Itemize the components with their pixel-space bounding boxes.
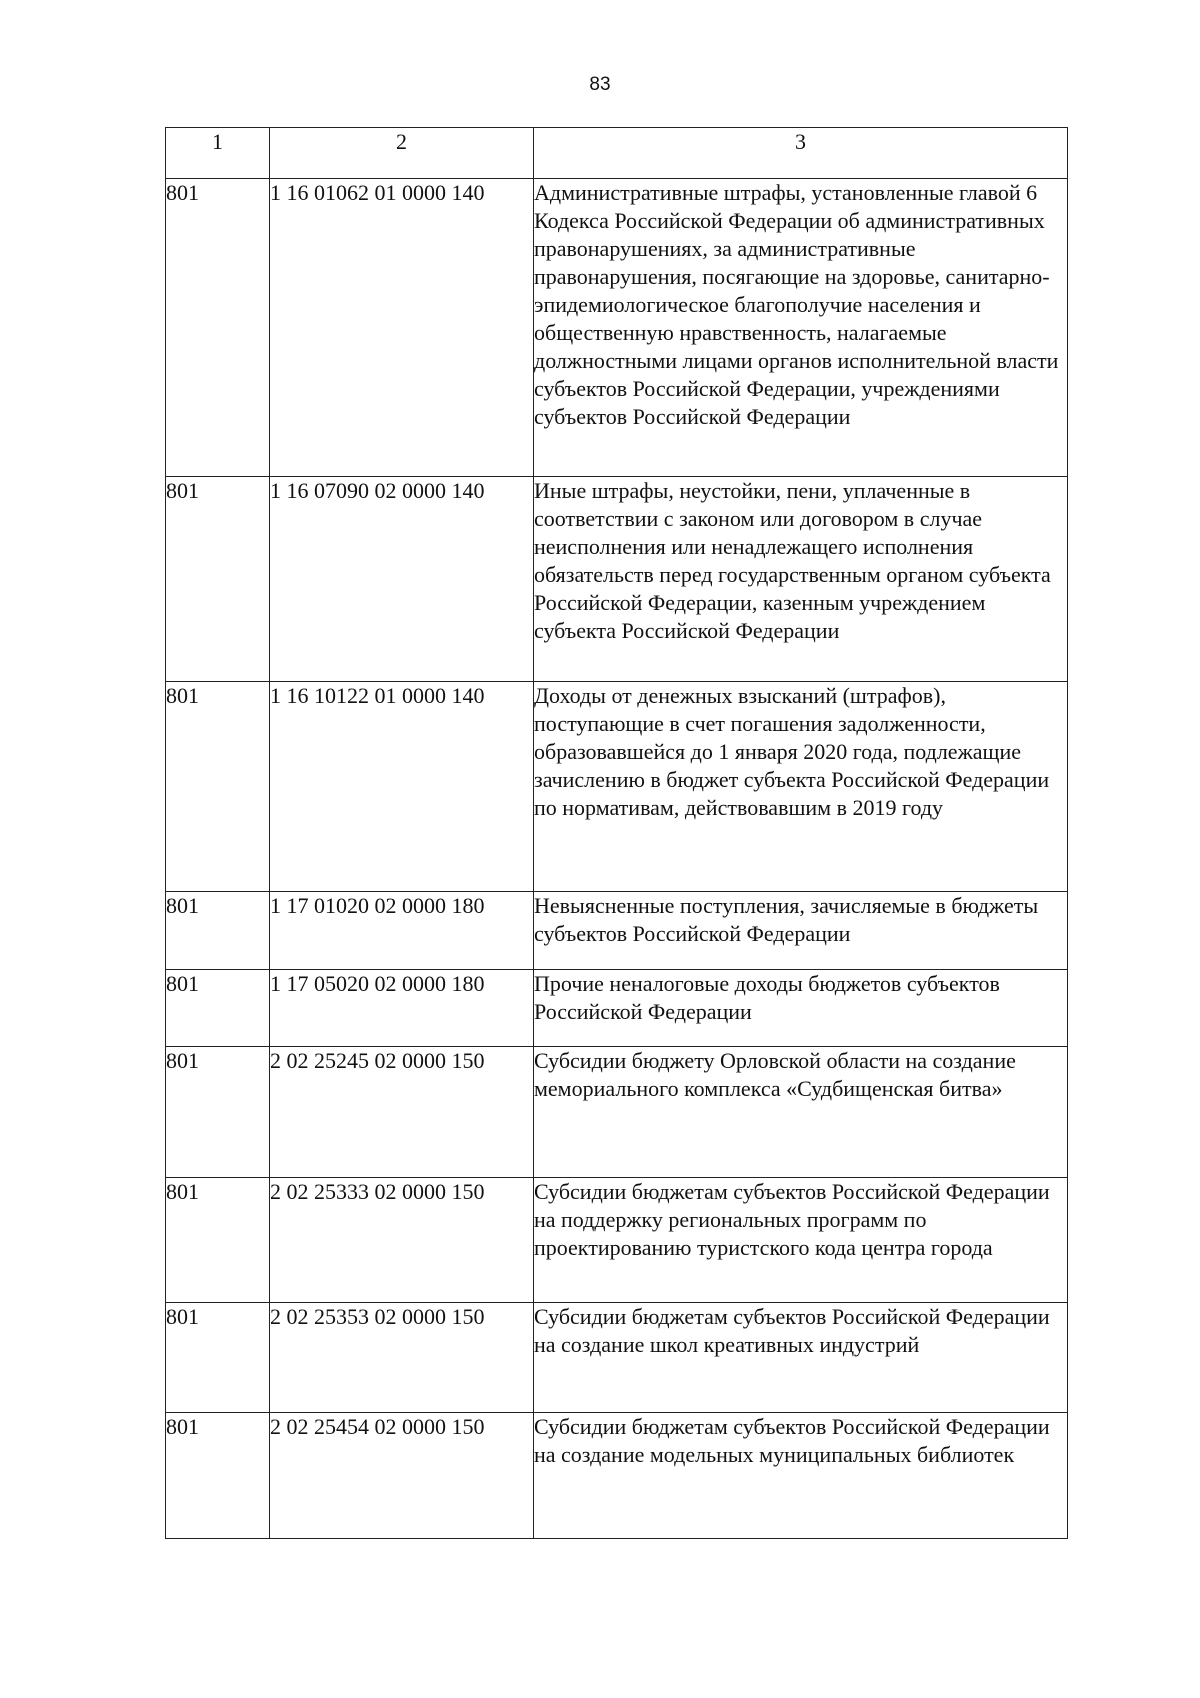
description-cell: Прочие неналоговые доходы бюджетов субъектов Российской Федерации: [534, 970, 1068, 1047]
description-cell: Доходы от денежных взысканий (штрафов), поступающие в счет погашения задолженности, образовавшейся до 1 января 2020 года, подлежащие зачислению в бюджет субъекта Российской Федерации по нормативам, действовавшим в 2019 году: [534, 682, 1068, 892]
page-number: 83: [589, 74, 611, 95]
description-cell: Субсидии бюджету Орловской области на создание мемориального комплекса «Судбищенская битва»: [534, 1047, 1068, 1178]
table-row: [166, 682, 1068, 892]
budget-code-cell: 1 17 01020 02 0000 180: [270, 892, 534, 970]
description-cell: Субсидии бюджетам субъектов Российской Федерации на создание модельных муниципальных библиотек: [534, 1413, 1068, 1539]
budget-code-cell: 1 16 10122 01 0000 140: [270, 682, 534, 892]
description-cell: Субсидии бюджетам субъектов Российской Федерации на создание школ креативных индустрий: [534, 1303, 1068, 1413]
admin-code-cell: 801: [166, 892, 270, 970]
admin-code-cell: 801: [166, 477, 270, 682]
admin-code-cell: 801: [166, 1047, 270, 1178]
budget-code-cell: 2 02 25454 02 0000 150: [270, 1413, 534, 1539]
admin-code-cell: 801: [166, 1413, 270, 1539]
column-header-3: 3: [534, 128, 1068, 179]
budget-code-cell: 1 17 05020 02 0000 180: [270, 970, 534, 1047]
description-cell: Иные штрафы, неустойки, пени, уплаченные в соответствии с законом или договором в случае неисполнения или ненадлежащего исполнения обязательств перед государственным органом субъекта Российской Федерации, казенным учреждением субъекта Российской Федерации: [534, 477, 1068, 682]
budget-code-cell: 1 16 01062 01 0000 140: [270, 179, 534, 477]
table-row: [166, 1303, 1068, 1413]
table-header-row: [166, 128, 1068, 179]
budget-code-cell: 1 16 07090 02 0000 140: [270, 477, 534, 682]
description-cell: Субсидии бюджетам субъектов Российской Федерации на поддержку региональных программ по проектированию туристского кода центра города: [534, 1178, 1068, 1303]
table-row: [166, 477, 1068, 682]
table-row: [166, 892, 1068, 970]
table-row: [166, 1413, 1068, 1539]
description-cell: Административные штрафы, установленные главой 6 Кодекса Российской Федерации об административных правонарушениях, за административные правонарушения, посягающие на здоровье, санитарно-эпидемиологическое благополучие населения и общественную нравственность, налагаемые должностными лицами органов исполнительной власти субъектов Российской Федерации, учреждениями субъектов Российской Федерации: [534, 179, 1068, 477]
budget-code-cell: 2 02 25353 02 0000 150: [270, 1303, 534, 1413]
budget-code-cell: 2 02 25333 02 0000 150: [270, 1178, 534, 1303]
admin-code-cell: 801: [166, 179, 270, 477]
budget-code-cell: 2 02 25245 02 0000 150: [270, 1047, 534, 1178]
table-row: [166, 1047, 1068, 1178]
column-header-1: 1: [166, 128, 270, 179]
column-header-2: 2: [270, 128, 534, 179]
table-row: [166, 1178, 1068, 1303]
admin-code-cell: 801: [166, 1178, 270, 1303]
admin-code-cell: 801: [166, 970, 270, 1047]
admin-code-cell: 801: [166, 1303, 270, 1413]
table-row: [166, 179, 1068, 477]
admin-code-cell: 801: [166, 682, 270, 892]
table-row: [166, 970, 1068, 1047]
budget-revenue-table: [165, 127, 1068, 1539]
description-cell: Невыясненные поступления, зачисляемые в бюджеты субъектов Российской Федерации: [534, 892, 1068, 970]
